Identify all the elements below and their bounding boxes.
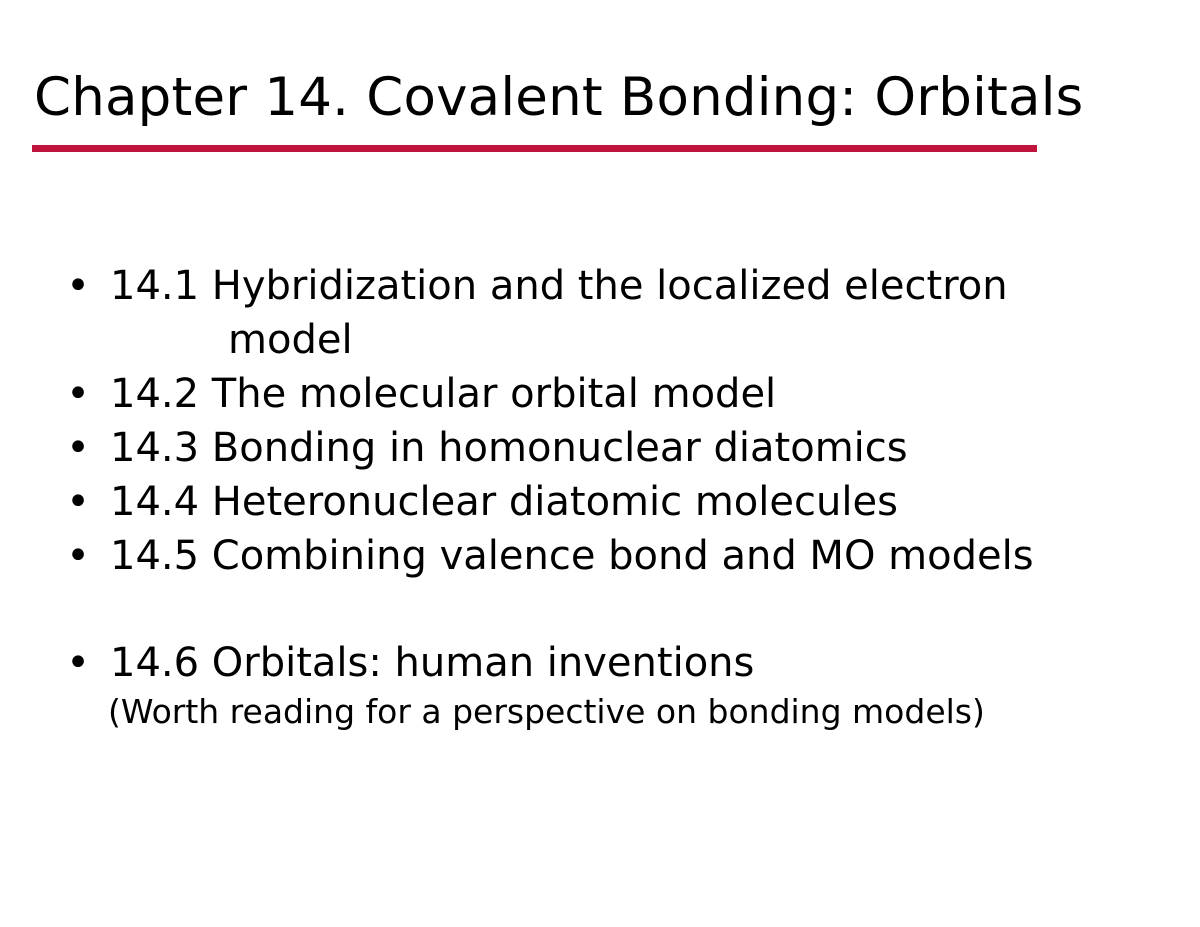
bullet-text: 14.3 Bonding in homonuclear diatomics bbox=[110, 425, 908, 471]
bullet-item-14-1-continuation: model bbox=[228, 317, 353, 363]
bullet-14-6-note: (Worth reading for a perspective on bonding models) bbox=[108, 692, 985, 731]
bullet-dot: • bbox=[66, 263, 90, 309]
bullet-dot: • bbox=[66, 371, 90, 417]
bullet-dot: • bbox=[66, 640, 90, 686]
slide-title: Chapter 14. Covalent Bonding: Orbitals bbox=[34, 67, 1084, 128]
title-underline bbox=[32, 145, 1037, 152]
bullet-text: 14.4 Heteronuclear diatomic molecules bbox=[110, 479, 898, 525]
bullet-dot: • bbox=[66, 425, 90, 471]
bullet-dot: • bbox=[66, 533, 90, 579]
bullet-text: 14.5 Combining valence bond and MO models bbox=[110, 533, 1034, 579]
bullet-text: 14.2 The molecular orbital model bbox=[110, 371, 777, 417]
bullet-text: 14.6 Orbitals: human inventions bbox=[110, 640, 755, 686]
bullet-dot: • bbox=[66, 479, 90, 525]
bullet-text: 14.1 Hybridization and the localized electron bbox=[110, 263, 1008, 309]
